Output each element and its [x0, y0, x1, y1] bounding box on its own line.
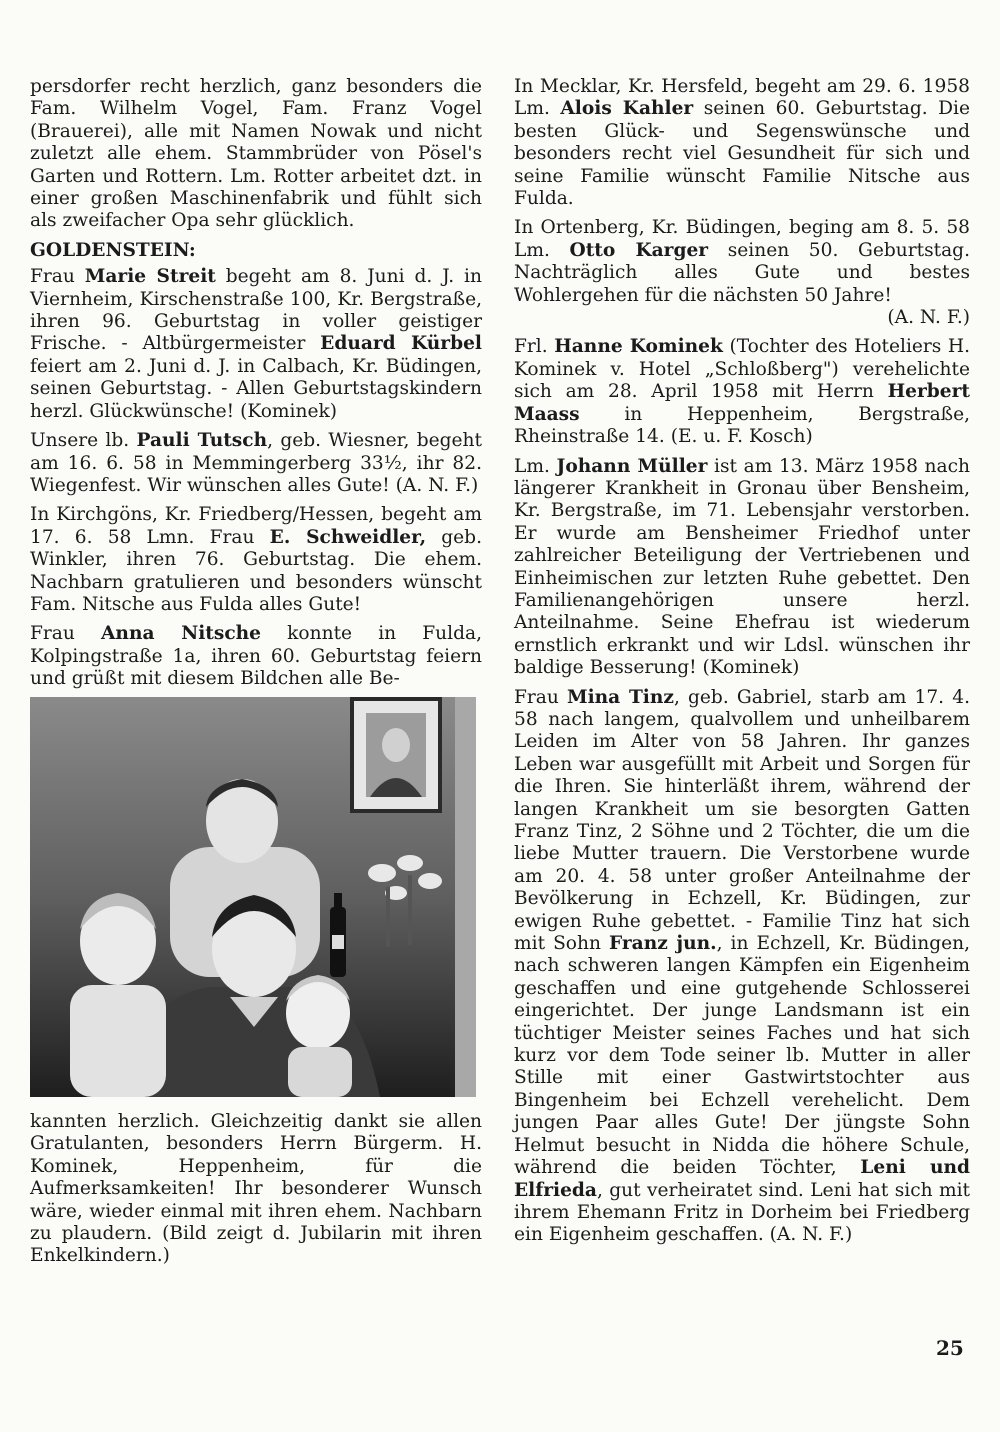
article-paragraph: Lm. Johann Müller ist am 13. März 1958 nach längerer Krankheit in Gronau über Bensheim, Kr. Bergstraße, im 71. Lebensjahr verstorben. Er wurde am Bensheimer Friedhof unter zahlreicher Beteiligung der Vertriebenen und Einheimischen zur letzten Ruhe gebettet. Den Familienangehörigen unsere herzl. Anteilnahme. Seine Ehefrau ist wiederum ernstlich erkrankt und wir Ldsl. wünschen ihr baldige Besserung! (Kominek) — [514, 455, 970, 679]
article-paragraph: kannten herzlich. Gleichzeitig dankt sie allen Gratulanten, besonders Herrn Bürgerm. H. Kominek, Heppenheim, für die Aufmerksamkeiten! Ihr besonderer Wunsch wäre, wieder einmal mit ihren ehem. Nachbarn zu plaudern. (Bild zeigt d. Jubilarin mit ihren Enkelkindern.) — [30, 1110, 482, 1267]
article-paragraph: In Kirchgöns, Kr. Friedberg/Hessen, begeht am 17. 6. 58 Lmn. Frau E. Schweidler, geb. Winkler, ihren 76. Geburtstag. Die ehem. Nachbarn gratulieren und besonders wünscht Fam. Nitsche aus Fulda alles Gute! — [30, 504, 482, 615]
boy-grandchild — [70, 893, 166, 1097]
page-number: 25 — [936, 1336, 964, 1360]
article-paragraph: Frau Anna Nitsche konnte in Fulda, Kolpingstraße 1a, ihren 60. Geburtstag feiern und grüßt mit diesem Bildchen alle Be- — [30, 623, 482, 690]
article-paragraph: Frau Mina Tinz, geb. Gabriel, starb am 17. 4. 58 nach langem, qualvollem und unheilbarem Leiden im Alter von 58 Jahren. Ihr ganzes Leben war ausgefüllt mit Arbeit und Sorgen für die Ihren. Sie hinterläßt ihrem, während der langen Krankheit um sie besorgten Gatten Franz Tinz, 2 Söhne und 2 Töchter, die um die liebe Mutter trauern. Die Verstorbene wurde am 20. 4. 58 unter großer Anteilnahme der Bevölkerung in Echzell, Kr. Büdingen, zur ewigen Ruhe gebettet. - Familie Tinz hat sich mit Sohn Franz jun., in Echzell, Kr. Büdingen, nach schweren langen Kämpfen ein Eigenheim geschaffen und eine gutgehende Schlosserei eingerichtet. Der junge Landsmann ist ein tüchtiger Meister seines Faches und hat sich kurz vor dem Tode seiner lb. Mutter in aller Stille mit einer Gastwirtstochter aus Bingenheim bei Echzell verehelicht. Dem jungen Paar alles Gute! Der jüngste Sohn Helmut besucht in Nidda die höhere Schule, während die beiden Töchter, Leni und Elfrieda, gut verheiratet sind. Leni hat sich mit ihrem Ehemann Fritz in Dorheim bei Friedberg ein Eigenheim geschaffen. (A. N. F.) — [514, 686, 970, 1246]
section-heading-goldenstein: GOLDENSTEIN: — [30, 239, 196, 261]
article-signature: (A. N. F.) — [887, 307, 970, 329]
right-column — [514, 76, 970, 1254]
article-paragraph: In Mecklar, Kr. Hersfeld, begeht am 29. 6. 1958 Lm. Alois Kahler seinen 60. Geburtstag. Die besten Glück- und Segenswünsche und besonders recht viel Gesundheit für sich und seine Familie wünscht Familie Nitsche aus Fulda. — [514, 76, 970, 210]
girl-grandchild — [286, 975, 352, 1097]
article-paragraph: Unsere lb. Pauli Tutsch, geb. Wiesner, begeht am 16. 6. 58 in Memmingerberg 33½, ihr 82. Wiegenfest. Wir wünschen alles Gute! (A. N. F.) — [30, 430, 482, 496]
article-paragraph: persdorfer recht herzlich, ganz besonders die Fam. Wilhelm Vogel, Fam. Franz Vogel (Brauerei), alle mit Namen Nowak und nicht zuletzt alle ehem. Stammbrüder von Pösel's Garten und Rottern. Lm. Rotter arbeitet dzt. in einer großen Maschinenfabrik und fühlt sich als zweifacher Opa sehr glücklich. — [30, 76, 482, 232]
left-column — [30, 76, 482, 1275]
family-photo — [30, 697, 476, 1097]
article-paragraph: Frau Marie Streit begeht am 8. Juni d. J. in Viernheim, Kirschenstraße 100, Kr. Bergstraße, ihren 96. Geburtstag in voller geistiger Frische. - Altbürgermeister Eduard Kürbel feiert am 2. Juni d. J. in Calbach, Kr. Büdingen, seinen Geburtstag. - Allen Geburtstagskindern herzl. Glückwünsche! (Kominek) — [30, 266, 482, 422]
article-paragraph: In Ortenberg, Kr. Büdingen, beging am 8. 5. 58 Lm. Otto Karger seinen 50. Geburtstag. Nachträglich alles Gute und bestes Wohlergehen für die nächsten 50 Jahre! — [514, 217, 970, 306]
article-paragraph: Frl. Hanne Kominek (Tochter des Hoteliers H. Kominek v. Hotel „Schloßberg") verehelichte sich am 28. April 1958 mit Herrn Herbert Maass in Heppenheim, Bergstraße, Rheinstraße 14. (E. u. F. Kosch) — [514, 336, 970, 448]
